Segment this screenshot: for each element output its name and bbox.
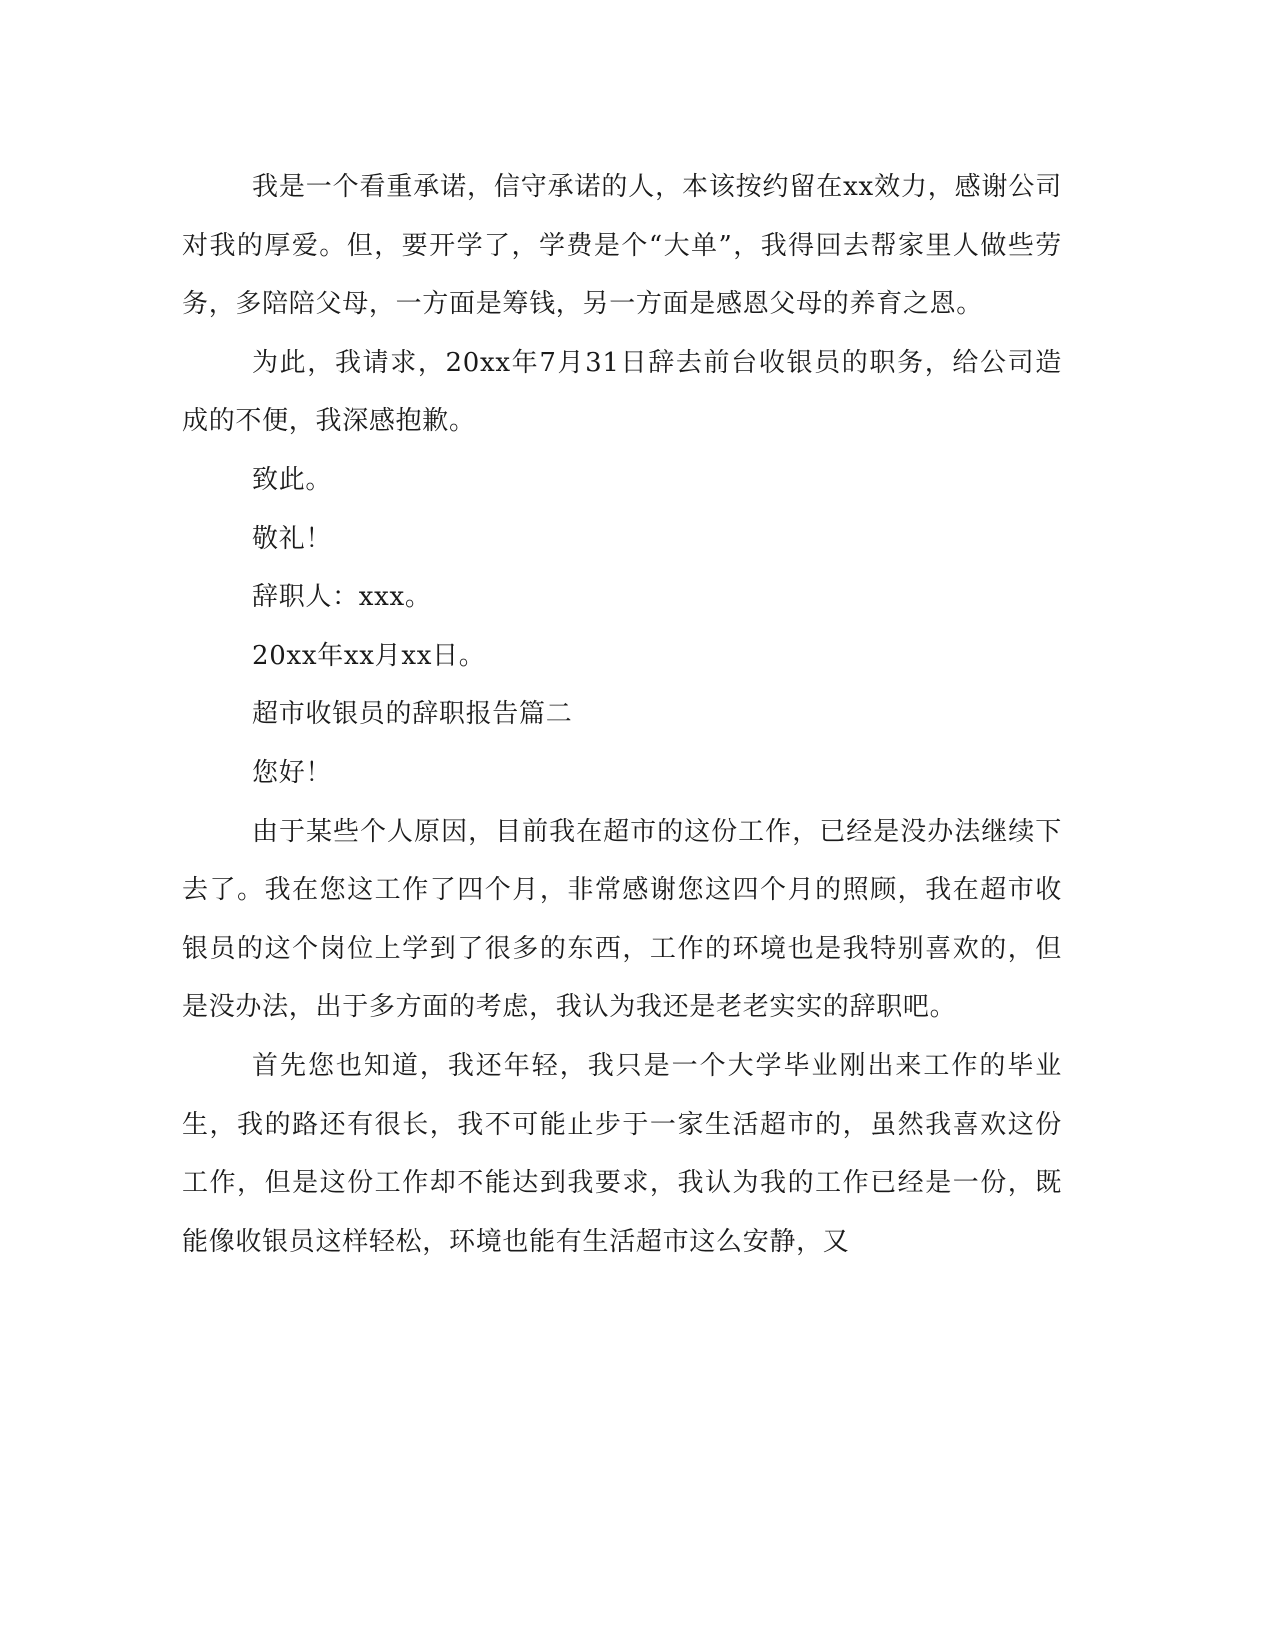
paragraph-reason: 由于某些个人原因，目前我在超市的这份工作，已经是没办法继续下去了。我在您这工作了四个月，非常感谢您这四个月的照顾，我在超市收银员的这个岗位上学到了很多的东西，工作的环境也是我特别喜欢的，但是没办法，出于多方面的考虑，我认为我还是老老实实的辞职吧。 — [182, 816, 1062, 1023]
section-heading: 超市收银员的辞职报告篇二 — [252, 699, 573, 730]
paragraph-commitment: 我是一个看重承诺，信守承诺的人，本该按约留在xx效力，感谢公司对我的厚爱。但，要开学了，学费是个“大单”，我得回去帮家里人做些劳务，多陪陪父母，一方面是筹钱，另一方面是感恩父母的养育之恩。 — [182, 172, 1062, 320]
closing-jingli: 敬礼！ — [252, 523, 333, 554]
document-body — [182, 158, 1062, 1271]
greeting: 您好！ — [252, 757, 333, 788]
closing-zhici: 致此。 — [252, 464, 333, 495]
date-line: 20xx年xx月xx日。 — [252, 640, 486, 671]
signature-line: 辞职人：xxx。 — [252, 582, 432, 613]
paragraph-career: 首先您也知道，我还年轻，我只是一个大学毕业刚出来工作的毕业生，我的路还有很长，我不可能止步于一家生活超市的，虽然我喜欢这份工作，但是这份工作却不能达到我要求，我认为我的工作已经是一份，既能像收银员这样轻松，环境也能有生活超市这么安静，又 — [182, 1050, 1062, 1257]
paragraph-resignation-request: 为此，我请求，20xx年7月31日辞去前台收银员的职务，给公司造成的不便，我深感抱歉。 — [182, 347, 1062, 437]
